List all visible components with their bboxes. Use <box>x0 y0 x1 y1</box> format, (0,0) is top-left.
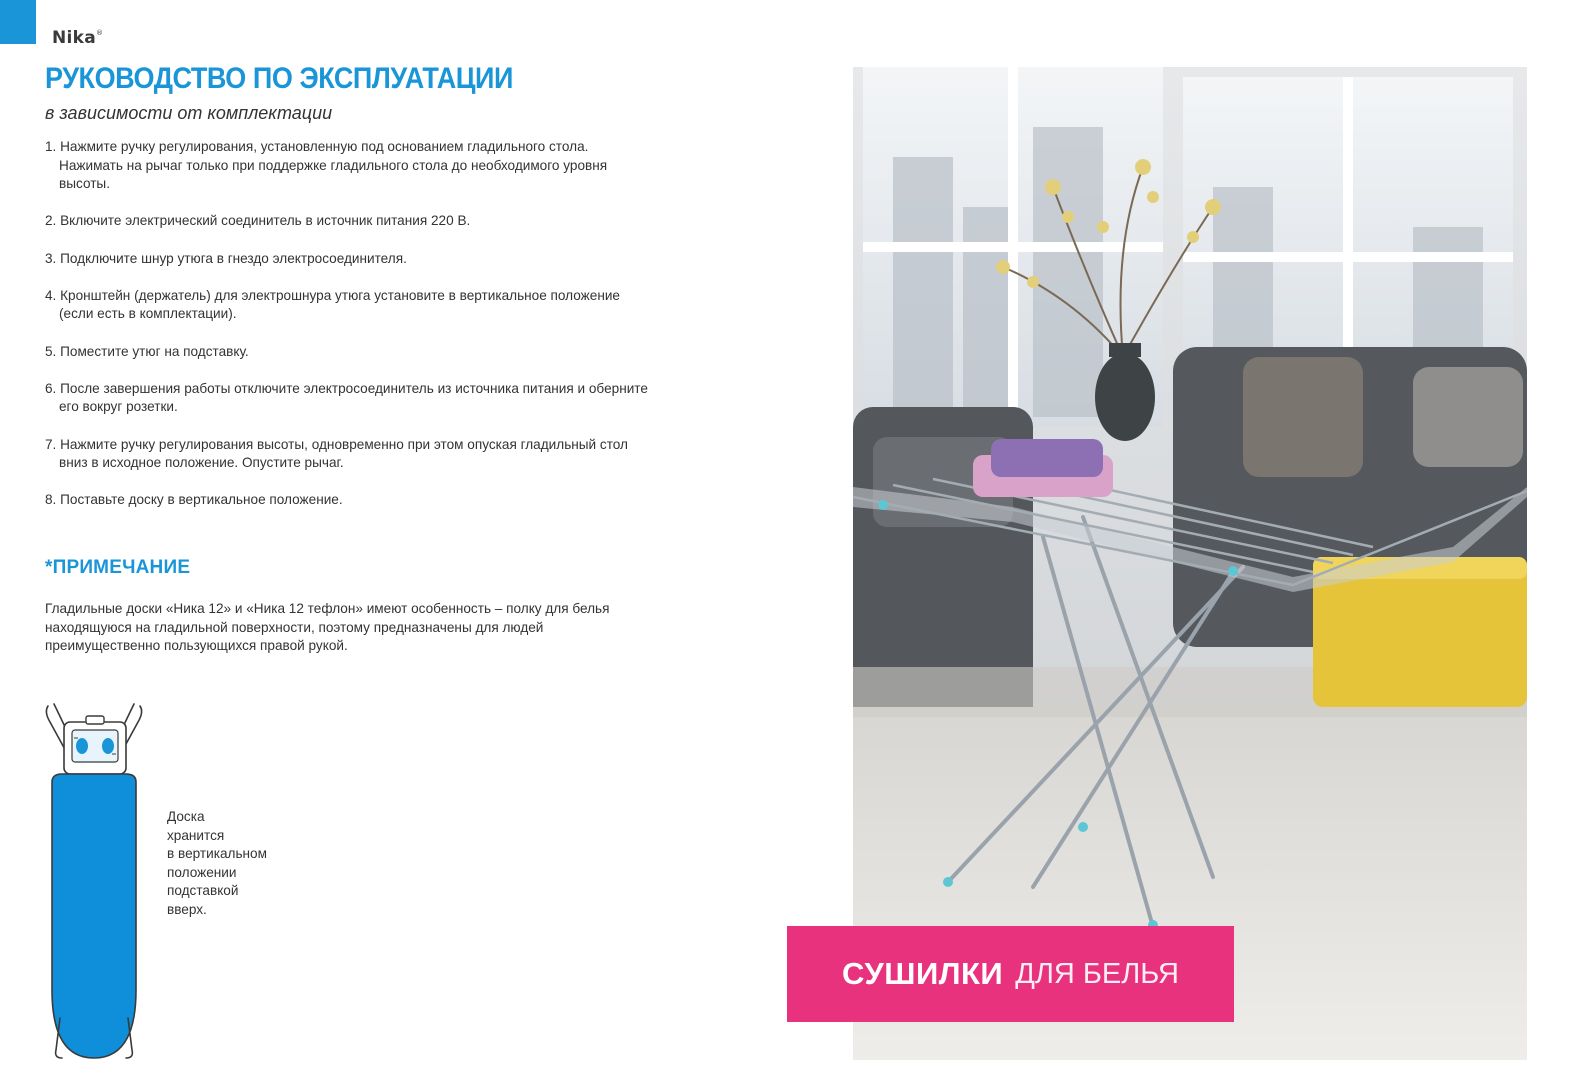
note-heading: *ПРИМЕЧАНИЕ <box>45 557 191 578</box>
banner-title-light: ДЛЯ БЕЛЬЯ <box>1015 957 1179 990</box>
page-title: РУКОВОДСТВО ПО ЭКСПЛУАТАЦИИ <box>45 62 513 95</box>
instruction-list <box>45 138 655 528</box>
instruction-step: 1. Нажмите ручку регулирования, установленную под основанием гладильного стола. Нажимать на рычаг только при поддержке гладильного стола до необходимого уровня высоты. <box>45 139 608 192</box>
instruction-step: 6. После завершения работы отключите электросоединитель из источника питания и оберните его вокруг розетки. <box>45 380 648 415</box>
instruction-step: 8. Поставьте доску в вертикальное положение. <box>45 492 343 508</box>
instruction-step: 2. Включите электрический соединитель в источник питания 220 В. <box>45 213 471 229</box>
caption-line: вверх. <box>167 901 207 917</box>
corner-accent-bar <box>0 0 36 44</box>
caption-line: в вертикальном <box>167 846 267 862</box>
page-subtitle: в зависимости от комплектации <box>45 103 333 123</box>
banner-title-bold: СУШИЛКИ <box>842 956 1004 991</box>
instruction-step: 5. Поместите утюг на подставку. <box>45 343 249 359</box>
caption-line: Доска <box>167 809 205 824</box>
brand-logo: Nika® <box>52 28 104 48</box>
category-banner <box>787 926 1234 1022</box>
instruction-step: 7. Нажмите ручку регулирования высоты, одновременно при этом опуская гладильный стол вниз в исходное положение. Опустите рычаг. <box>45 436 628 471</box>
board-caption <box>167 808 297 920</box>
iron-rest-icon <box>64 716 126 774</box>
instruction-step: 3. Подключите шнур утюга в гнездо электросоединителя. <box>45 250 407 266</box>
ironing-board-surface <box>52 774 136 1058</box>
note-text: Гладильные доски «Ника 12» и «Ника 12 тефлон» имеют особенность – полку для белья находящуюся на гладильной поверхности, поэтому предназначены для людей преимущественно пользующихся правой рукой. <box>45 601 610 654</box>
ironing-board-illustration <box>40 700 150 1065</box>
instruction-step: 4. Кронштейн (держатель) для электрошнура утюга установите в вертикальное положение (если есть в комплектации). <box>45 287 620 322</box>
caption-line: хранится <box>167 827 225 843</box>
caption-line: положении <box>167 864 237 880</box>
product-photo <box>853 67 1527 1060</box>
caption-line: подставкой <box>167 883 239 899</box>
